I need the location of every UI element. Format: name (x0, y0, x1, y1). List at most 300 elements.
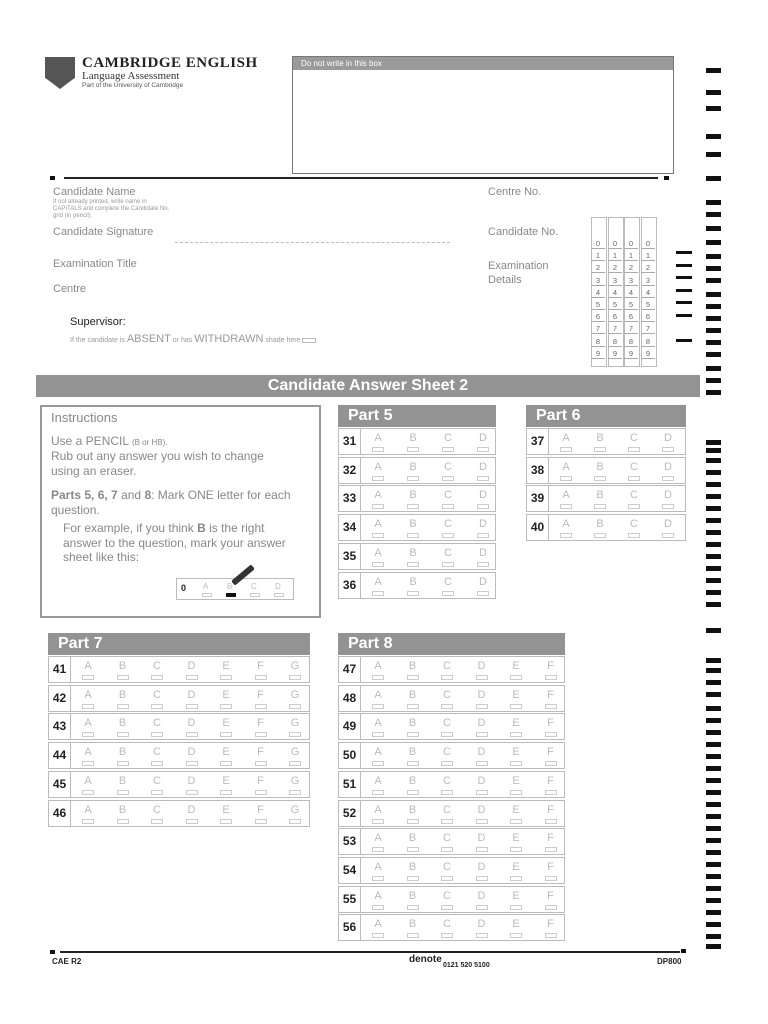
answer-bubble[interactable] (372, 447, 384, 452)
answer-bubble[interactable] (594, 504, 606, 509)
timing-mark (706, 566, 721, 571)
answer-bubble[interactable] (407, 761, 419, 766)
answer-bubble[interactable] (442, 504, 454, 509)
answer-bubble[interactable] (442, 447, 454, 452)
digit-bubble[interactable]: 3 (591, 277, 605, 286)
question-number: 49 (339, 714, 361, 739)
digit-bubble[interactable]: 0 (608, 240, 622, 249)
answer-bubble[interactable] (407, 876, 419, 881)
answer-option-label: G (290, 803, 300, 816)
answer-bubble[interactable] (220, 704, 232, 709)
answer-bubble[interactable] (407, 732, 419, 737)
answer-bubble[interactable] (545, 761, 557, 766)
answer-bubble[interactable] (220, 675, 232, 680)
answer-bubble[interactable] (289, 704, 301, 709)
example-bold: B (197, 521, 206, 535)
answer-bubble[interactable] (441, 847, 453, 852)
part-header: Part 7 (48, 633, 310, 655)
answer-bubble[interactable] (476, 933, 488, 938)
answer-bubble[interactable] (255, 704, 267, 709)
timing-mark (706, 458, 721, 463)
digit-bubble[interactable]: 6 (624, 313, 638, 322)
answer-bubble[interactable] (407, 847, 419, 852)
answer-bubble[interactable] (186, 819, 198, 824)
answer-bubble[interactable] (441, 790, 453, 795)
digit-bubble[interactable]: 5 (608, 301, 622, 310)
brand-part-of: Part of the University of Cambridge (82, 82, 184, 89)
example-option-label: B (227, 582, 233, 591)
answer-option-label: E (222, 774, 230, 787)
digit-bubble[interactable]: 7 (591, 325, 605, 334)
answer-bubble[interactable] (255, 675, 267, 680)
answer-option-label: D (187, 688, 196, 701)
digit-bubble[interactable]: 8 (608, 338, 622, 347)
answer-bubble[interactable] (545, 905, 557, 910)
timing-mark (706, 862, 721, 867)
question-number: 35 (339, 544, 361, 569)
answer-bubble[interactable] (545, 790, 557, 795)
answer-option-label: C (443, 803, 451, 816)
answer-bubble[interactable] (255, 761, 267, 766)
corner-mark (50, 176, 55, 180)
answer-option-label: D (664, 432, 672, 444)
supervisor-label: Supervisor: (70, 316, 126, 328)
answer-option-label: B (408, 832, 417, 845)
answer-option-label: E (512, 889, 520, 902)
answer-bubble[interactable] (372, 876, 384, 881)
answer-bubble[interactable] (407, 504, 419, 509)
digit-bubble[interactable]: 9 (608, 350, 622, 359)
answer-bubble[interactable] (255, 790, 267, 795)
answer-bubble[interactable] (476, 761, 488, 766)
answer-option-label: B (118, 774, 127, 787)
question-row (338, 428, 496, 455)
answer-bubble[interactable] (510, 704, 522, 709)
answer-option-label: D (664, 460, 672, 473)
answer-bubble[interactable] (82, 819, 94, 824)
form-code: CAE R2 (52, 957, 82, 966)
answer-bubble[interactable] (82, 704, 94, 709)
answer-bubble[interactable] (560, 533, 572, 538)
answer-bubble[interactable] (372, 790, 384, 795)
answer-option-label: C (630, 518, 638, 531)
answer-bubble[interactable] (476, 790, 488, 795)
example-option-label: A (203, 582, 209, 591)
answer-bubble[interactable] (628, 476, 640, 481)
header-rule (64, 177, 658, 179)
question-row (338, 514, 496, 541)
answer-bubble[interactable] (82, 790, 94, 795)
answer-bubble[interactable] (407, 562, 419, 567)
answer-bubble[interactable] (289, 761, 301, 766)
answer-bubble[interactable] (407, 790, 419, 795)
answer-bubble[interactable] (151, 790, 163, 795)
answer-option-label: C (443, 889, 451, 902)
answer-bubble[interactable] (441, 933, 453, 938)
answer-option-label: A (374, 460, 382, 473)
answer-option-label: A (374, 546, 382, 559)
timing-mark (706, 814, 721, 819)
answer-option-label: A (374, 803, 382, 816)
question-row (526, 428, 686, 455)
answer-bubble[interactable] (545, 876, 557, 881)
answer-bubble[interactable] (186, 732, 198, 737)
question-number: 41 (49, 657, 71, 682)
digit-bubble[interactable]: 0 (624, 240, 638, 249)
digit-bubble[interactable]: 7 (608, 325, 622, 334)
answer-bubble[interactable] (441, 732, 453, 737)
digit-bubble[interactable]: 0 (591, 240, 605, 249)
answer-bubble[interactable] (82, 675, 94, 680)
answer-option-label: A (374, 518, 382, 531)
digit-bubble[interactable]: 7 (641, 325, 655, 334)
answer-option-label: F (257, 746, 264, 759)
question-number: 37 (527, 429, 549, 454)
digit-bubble[interactable]: 5 (641, 301, 655, 310)
answer-bubble[interactable] (545, 704, 557, 709)
answer-bubble[interactable] (117, 675, 129, 680)
answer-bubble[interactable] (476, 675, 488, 680)
answer-bubble[interactable] (477, 533, 489, 538)
answer-bubble[interactable] (510, 790, 522, 795)
answer-bubble[interactable] (441, 905, 453, 910)
digit-bubble[interactable]: 8 (591, 338, 605, 347)
timing-mark (706, 706, 721, 711)
answer-option-label: D (187, 774, 196, 787)
answer-bubble[interactable] (220, 761, 232, 766)
digit-bubble[interactable]: 2 (641, 264, 655, 273)
answer-bubble[interactable] (372, 933, 384, 938)
answer-bubble[interactable] (510, 847, 522, 852)
answer-bubble[interactable] (477, 504, 489, 509)
question-number: 36 (339, 573, 361, 598)
digit-bubble[interactable]: 6 (641, 313, 655, 322)
grid-tick (676, 251, 692, 254)
answer-bubble[interactable] (560, 504, 572, 509)
example-filled-mark (226, 593, 236, 597)
digit-bubble[interactable]: 6 (591, 313, 605, 322)
answer-bubble[interactable] (442, 562, 454, 567)
answer-bubble[interactable] (510, 876, 522, 881)
timing-mark (706, 554, 721, 559)
answer-bubble[interactable] (476, 847, 488, 852)
timing-mark (706, 240, 721, 245)
answer-bubble[interactable] (117, 790, 129, 795)
timing-mark (706, 944, 721, 949)
example-number: 0 (181, 583, 187, 593)
answer-bubble[interactable] (476, 876, 488, 881)
answer-bubble[interactable] (220, 790, 232, 795)
digit-bubble[interactable]: 0 (641, 240, 655, 249)
question-row (338, 828, 565, 855)
timing-mark (706, 850, 721, 855)
do-not-write-box (292, 56, 674, 174)
digit-bubble[interactable]: 2 (624, 264, 638, 273)
answer-bubble[interactable] (442, 476, 454, 481)
digit-bubble[interactable]: 3 (624, 277, 638, 286)
timing-mark (706, 328, 721, 333)
answer-bubble[interactable] (545, 819, 557, 824)
answer-bubble[interactable] (255, 732, 267, 737)
instruction-mark-one (51, 488, 291, 517)
timing-mark (706, 658, 721, 663)
answer-bubble[interactable] (441, 819, 453, 824)
answer-bubble[interactable] (117, 819, 129, 824)
answer-bubble[interactable] (372, 761, 384, 766)
answer-bubble[interactable] (151, 704, 163, 709)
answer-option-label: F (257, 774, 264, 787)
answer-bubble[interactable] (186, 704, 198, 709)
answer-option-label: D (479, 460, 487, 473)
answer-option-label: D (477, 746, 486, 759)
digit-bubble[interactable]: 8 (641, 338, 655, 347)
answer-bubble[interactable] (372, 819, 384, 824)
timing-mark (706, 340, 721, 345)
answer-bubble[interactable] (594, 447, 606, 452)
answer-option-label: C (443, 746, 451, 759)
answer-bubble[interactable] (476, 732, 488, 737)
answer-option-label: D (187, 746, 196, 759)
answer-bubble[interactable] (372, 591, 384, 596)
answer-bubble[interactable] (407, 819, 419, 824)
question-number: 48 (339, 686, 361, 711)
answer-bubble[interactable] (151, 761, 163, 766)
corner-mark (664, 176, 669, 180)
grid-tick (676, 264, 692, 267)
answer-bubble[interactable] (289, 790, 301, 795)
question-row (48, 656, 310, 683)
answer-bubble[interactable] (628, 504, 640, 509)
answer-bubble[interactable] (372, 476, 384, 481)
part-header: Part 8 (338, 633, 565, 655)
digit-bubble[interactable]: 1 (641, 252, 655, 261)
answer-bubble[interactable] (545, 847, 557, 852)
digit-bubble[interactable]: 8 (624, 338, 638, 347)
answer-option-label: C (444, 518, 452, 531)
answer-bubble[interactable] (662, 504, 674, 509)
digit-bubble[interactable]: 5 (624, 301, 638, 310)
answer-option-label: F (547, 688, 554, 701)
answer-option-label: B (408, 918, 417, 931)
answer-bubble[interactable] (186, 761, 198, 766)
digit-bubble[interactable]: 7 (624, 325, 638, 334)
answer-option-label: C (153, 688, 161, 701)
answer-bubble[interactable] (255, 819, 267, 824)
answer-bubble[interactable] (476, 704, 488, 709)
question-number: 33 (339, 486, 361, 511)
printer-phone: 0121 520 5100 (443, 962, 490, 969)
question-number: 39 (527, 486, 549, 511)
pencil-text: Use a PENCIL (51, 434, 129, 448)
answer-option-label: E (222, 688, 230, 701)
answer-bubble[interactable] (372, 704, 384, 709)
digit-bubble[interactable]: 4 (591, 289, 605, 298)
answer-option-label: D (479, 575, 487, 588)
answer-bubble[interactable] (545, 933, 557, 938)
answer-bubble[interactable] (476, 819, 488, 824)
answer-option-label: D (664, 518, 672, 531)
answer-bubble[interactable] (372, 675, 384, 680)
answer-bubble[interactable] (441, 876, 453, 881)
answer-bubble[interactable] (477, 591, 489, 596)
timing-mark (706, 366, 721, 371)
answer-bubble[interactable] (628, 447, 640, 452)
answer-bubble[interactable] (82, 761, 94, 766)
digit-bubble[interactable]: 4 (641, 289, 655, 298)
answer-option-label: C (630, 432, 638, 444)
timing-mark (706, 874, 721, 879)
or-has: or has (172, 337, 193, 344)
example-empty-mark (274, 593, 284, 597)
answer-option-label: A (84, 660, 92, 672)
digit-bubble[interactable]: 3 (641, 277, 655, 286)
digit-bubble[interactable]: 1 (624, 252, 638, 261)
question-row (48, 771, 310, 798)
answer-bubble[interactable] (662, 533, 674, 538)
answer-bubble[interactable] (117, 704, 129, 709)
answer-bubble[interactable] (407, 533, 419, 538)
question-row (48, 800, 310, 827)
answer-bubble[interactable] (372, 847, 384, 852)
answer-bubble[interactable] (82, 732, 94, 737)
answer-bubble[interactable] (407, 905, 419, 910)
timing-mark (706, 898, 721, 903)
answer-bubble[interactable] (372, 533, 384, 538)
answer-bubble[interactable] (289, 732, 301, 737)
answer-bubble[interactable] (477, 476, 489, 481)
question-row (526, 457, 686, 484)
answer-bubble[interactable] (560, 447, 572, 452)
digit-bubble[interactable]: 5 (591, 301, 605, 310)
digit-bubble[interactable]: 4 (624, 289, 638, 298)
digit-bubble[interactable]: 6 (608, 313, 622, 322)
answer-bubble[interactable] (510, 819, 522, 824)
answer-bubble[interactable] (441, 675, 453, 680)
answer-bubble[interactable] (510, 761, 522, 766)
answer-option-label: G (290, 660, 300, 672)
answer-bubble[interactable] (372, 562, 384, 567)
digit-bubble[interactable]: 3 (608, 277, 622, 286)
answer-option-label: C (444, 575, 452, 588)
digit-bubble[interactable]: 9 (624, 350, 638, 359)
answer-option-label: E (512, 746, 520, 759)
answer-bubble[interactable] (151, 819, 163, 824)
examination-title-label: Examination Title (53, 258, 137, 270)
answer-option-label: A (374, 774, 382, 787)
digit-bubble[interactable]: 2 (608, 264, 622, 273)
answer-bubble[interactable] (545, 675, 557, 680)
answer-option-label: E (222, 746, 230, 759)
answer-bubble[interactable] (407, 675, 419, 680)
answer-bubble[interactable] (372, 732, 384, 737)
answer-bubble[interactable] (560, 476, 572, 481)
digit-bubble[interactable]: 4 (608, 289, 622, 298)
answer-option-label: A (374, 889, 382, 902)
digit-bubble[interactable]: 1 (608, 252, 622, 261)
answer-option-label: C (444, 460, 452, 473)
answer-bubble[interactable] (407, 933, 419, 938)
answer-bubble[interactable] (441, 704, 453, 709)
answer-bubble[interactable] (441, 761, 453, 766)
digit-bubble[interactable]: 9 (641, 350, 655, 359)
digit-bubble[interactable]: 9 (591, 350, 605, 359)
answer-bubble[interactable] (372, 504, 384, 509)
answer-option-label: A (84, 746, 92, 759)
question-number: 52 (339, 801, 361, 826)
answer-bubble[interactable] (289, 675, 301, 680)
instruction-eraser: Rub out any answer you wish to change using an eraser. (51, 449, 264, 478)
question-number: 51 (339, 772, 361, 797)
timing-mark (706, 316, 721, 321)
question-row (338, 485, 496, 512)
answer-bubble[interactable] (510, 675, 522, 680)
answer-bubble[interactable] (407, 476, 419, 481)
signature-line[interactable] (175, 242, 450, 243)
answer-bubble[interactable] (372, 905, 384, 910)
answer-option-label: B (408, 803, 417, 816)
answer-bubble[interactable] (510, 732, 522, 737)
answer-bubble[interactable] (442, 591, 454, 596)
answer-option-label: D (479, 546, 487, 559)
answer-bubble[interactable] (594, 476, 606, 481)
timing-mark (706, 152, 721, 157)
answer-bubble[interactable] (407, 704, 419, 709)
answer-bubble[interactable] (628, 533, 640, 538)
answer-bubble[interactable] (117, 732, 129, 737)
question-row (338, 742, 565, 769)
answer-option-label: D (477, 774, 486, 787)
answer-bubble[interactable] (477, 562, 489, 567)
timing-mark (706, 628, 721, 633)
answer-bubble[interactable] (476, 905, 488, 910)
answer-bubble[interactable] (407, 447, 419, 452)
answer-bubble[interactable] (545, 732, 557, 737)
and-text: and (121, 488, 142, 502)
answer-bubble[interactable] (289, 819, 301, 824)
question-number: 53 (339, 829, 361, 854)
answer-bubble[interactable] (442, 533, 454, 538)
answer-bubble[interactable] (151, 732, 163, 737)
answer-option-label: A (374, 489, 382, 502)
question-row (48, 742, 310, 769)
answer-option-label: A (562, 460, 570, 473)
answer-bubble[interactable] (220, 732, 232, 737)
digit-bubble[interactable]: 1 (591, 252, 605, 261)
answer-option-label: A (374, 432, 382, 444)
question-row (338, 572, 496, 599)
answer-bubble[interactable] (662, 476, 674, 481)
answer-bubble[interactable] (220, 819, 232, 824)
answer-bubble[interactable] (186, 675, 198, 680)
withdrawn-word: WITHDRAWN (194, 333, 264, 345)
answer-bubble[interactable] (477, 447, 489, 452)
answer-option-label: C (443, 832, 451, 845)
answer-bubble[interactable] (510, 933, 522, 938)
answer-option-label: D (477, 717, 486, 730)
answer-bubble[interactable] (662, 447, 674, 452)
answer-bubble[interactable] (407, 591, 419, 596)
answer-bubble[interactable] (186, 790, 198, 795)
answer-bubble[interactable] (151, 675, 163, 680)
digit-bubble[interactable]: 2 (591, 264, 605, 273)
answer-bubble[interactable] (510, 905, 522, 910)
answer-bubble[interactable] (117, 761, 129, 766)
answer-option-label: G (290, 774, 300, 787)
timing-mark (706, 448, 721, 453)
absent-shade-box[interactable] (302, 338, 316, 343)
answer-bubble[interactable] (594, 533, 606, 538)
answer-option-label: C (153, 717, 161, 730)
